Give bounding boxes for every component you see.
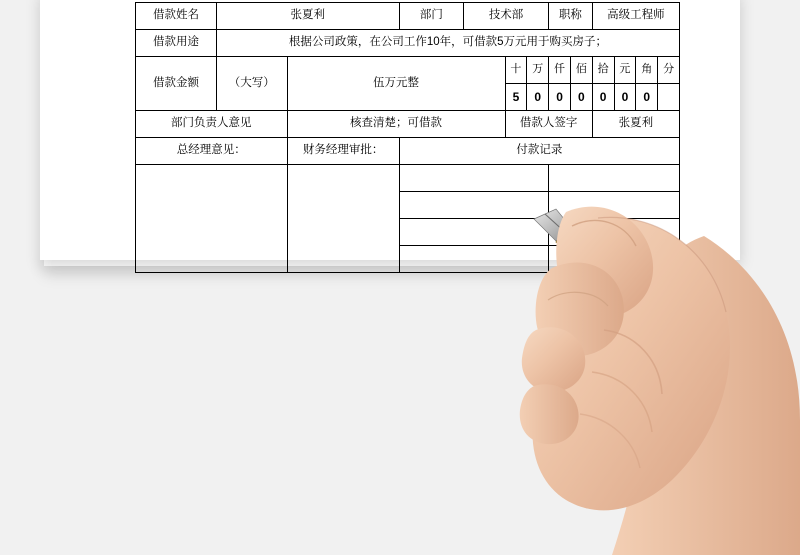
digit-value-7[interactable] bbox=[658, 84, 680, 111]
label-gm-opinion: 总经理意见： bbox=[136, 138, 288, 165]
label-payee-unit bbox=[399, 192, 548, 219]
value-payee-bank[interactable] bbox=[549, 219, 680, 246]
finance-approval-cell[interactable] bbox=[287, 165, 399, 273]
label-borrower-name: 借款姓名 bbox=[136, 3, 217, 30]
label-amount-uppercase: （大写） bbox=[216, 57, 287, 111]
digit-header-bai: 佰 bbox=[570, 57, 592, 84]
label-borrower-signature: 借款人签字 bbox=[505, 111, 592, 138]
value-payment-date[interactable] bbox=[549, 165, 680, 192]
label-loan-purpose: 借款用途 bbox=[136, 30, 217, 57]
digit-header-shi2: 拾 bbox=[592, 57, 614, 84]
label-job-title: 职称 bbox=[549, 3, 593, 30]
value-borrower-name[interactable]: 张夏利 bbox=[216, 3, 399, 30]
label-payee-account bbox=[399, 246, 548, 273]
label-payment-date bbox=[399, 165, 548, 192]
value-borrower-signature[interactable]: 张夏利 bbox=[592, 111, 679, 138]
table-row bbox=[136, 138, 680, 165]
label-loan-amount: 借款金额 bbox=[136, 57, 217, 111]
label-payment-record: 付款记录 bbox=[399, 138, 679, 165]
label-finance-approval: 财务经理审批： bbox=[287, 138, 399, 165]
table-row bbox=[136, 30, 680, 57]
loan-form-table bbox=[135, 2, 680, 273]
gm-approval-cell[interactable] bbox=[136, 165, 288, 273]
digit-value-3[interactable]: 0 bbox=[570, 84, 592, 111]
table-row bbox=[136, 111, 680, 138]
digit-value-4[interactable]: 0 bbox=[592, 84, 614, 111]
digit-value-6[interactable]: 0 bbox=[636, 84, 658, 111]
value-dept-head-opinion[interactable]: 核查清楚；可借款 bbox=[287, 111, 505, 138]
digit-header-fen: 分 bbox=[658, 57, 680, 84]
digit-value-1[interactable]: 0 bbox=[527, 84, 549, 111]
digit-header-qian: 仟 bbox=[549, 57, 571, 84]
label-department: 部门 bbox=[399, 3, 463, 30]
digit-value-0[interactable]: 5 bbox=[505, 84, 527, 111]
digit-header-jiao: 角 bbox=[636, 57, 658, 84]
digit-value-5[interactable]: 0 bbox=[614, 84, 636, 111]
digit-header-yuan: 元 bbox=[614, 57, 636, 84]
value-job-title[interactable]: 高级工程师 bbox=[592, 3, 679, 30]
table-row bbox=[136, 165, 680, 192]
digit-header-shi: 十 bbox=[505, 57, 527, 84]
value-payee-unit[interactable] bbox=[549, 192, 680, 219]
label-payee-bank bbox=[399, 219, 548, 246]
value-department[interactable]: 技术部 bbox=[464, 3, 549, 30]
digit-value-2[interactable]: 0 bbox=[549, 84, 571, 111]
value-payee-account[interactable] bbox=[549, 246, 680, 273]
value-amount-uppercase[interactable]: 伍万元整 bbox=[287, 57, 505, 111]
digit-header-wan: 万 bbox=[527, 57, 549, 84]
label-dept-head-opinion: 部门负责人意见 bbox=[136, 111, 288, 138]
value-loan-purpose[interactable]: 根据公司政策，在公司工作10年，可借款5万元用于购买房子； bbox=[216, 30, 679, 57]
table-row bbox=[136, 3, 680, 30]
table-row bbox=[136, 57, 680, 84]
